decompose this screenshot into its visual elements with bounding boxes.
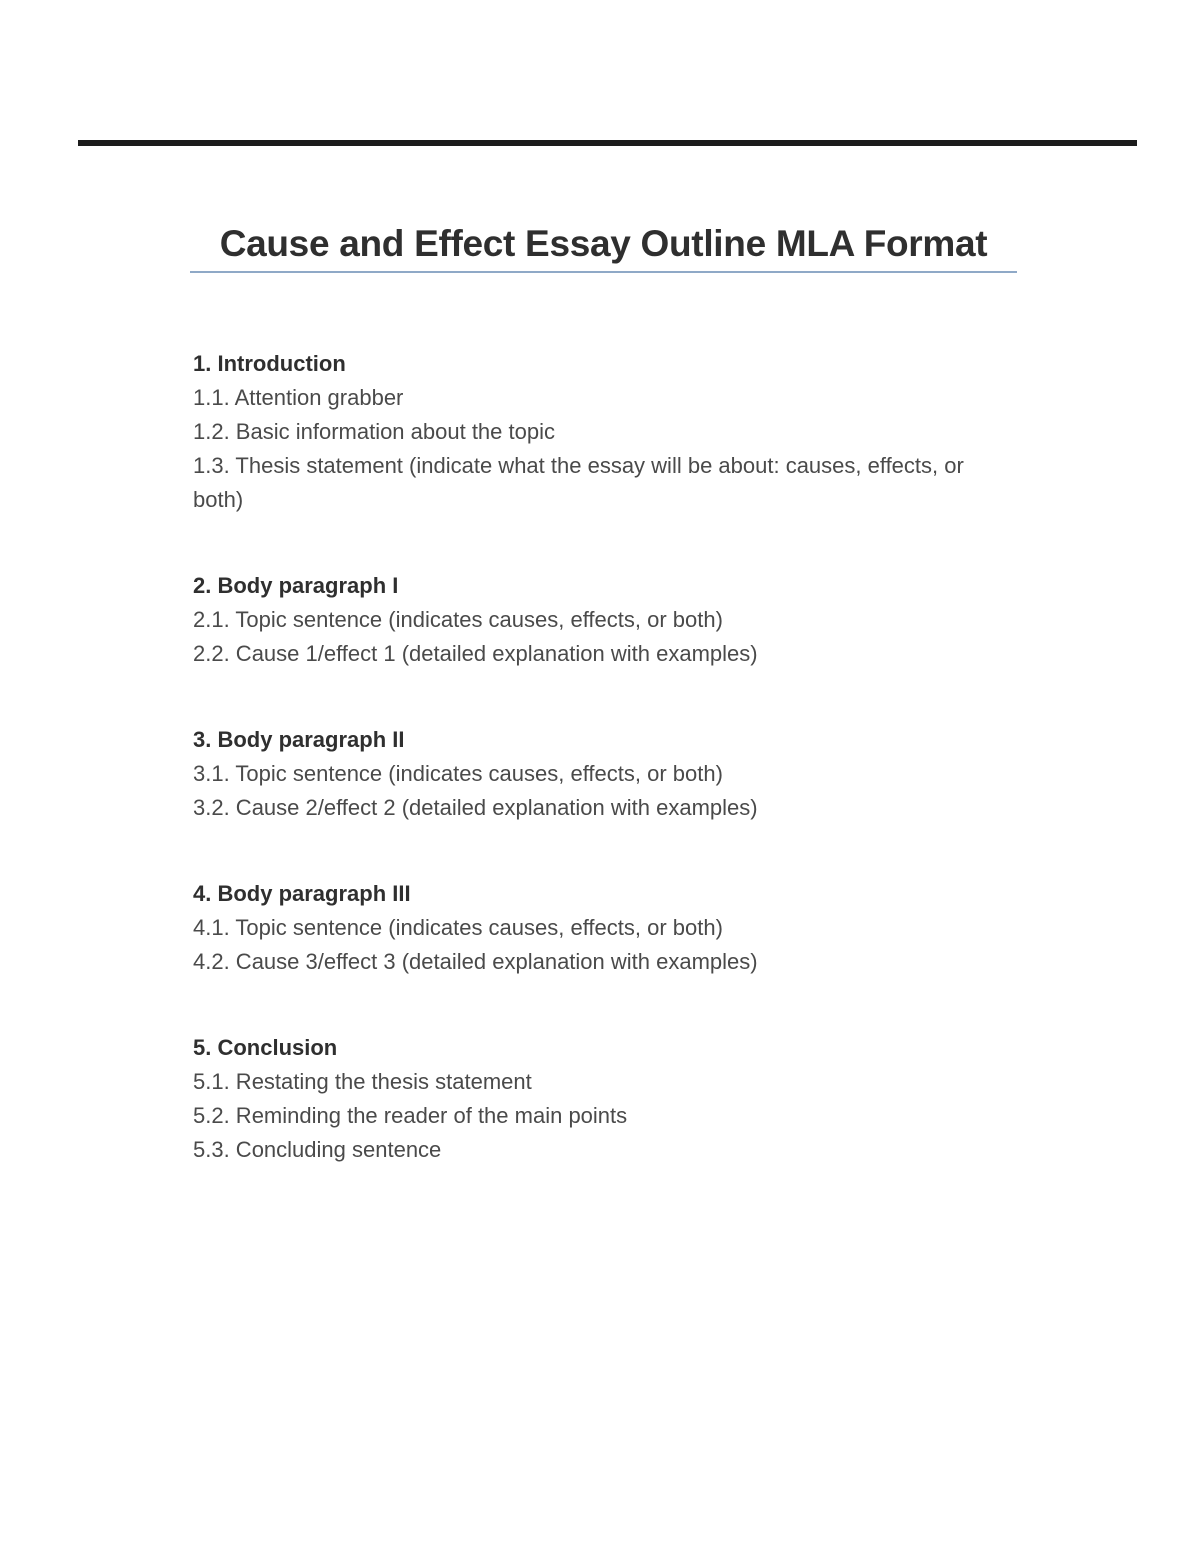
outline-section-conclusion xyxy=(193,1031,1013,1167)
outline-item: 1.3. Thesis statement (indicate what the essay will be about: causes, effects, or both) xyxy=(193,453,964,512)
section-heading: 5. Conclusion xyxy=(193,1035,338,1060)
outline-item: 5.1. Restating the thesis statement xyxy=(193,1069,532,1094)
outline-item: 1.1. Attention grabber xyxy=(193,385,404,410)
outline-item: 5.2. Reminding the reader of the main points xyxy=(193,1103,628,1128)
outline-item: 3.2. Cause 2/effect 2 (detailed explanation with examples) xyxy=(193,795,758,820)
outline-section-introduction xyxy=(193,347,1013,517)
outline-section-body-paragraph-3 xyxy=(193,877,1013,979)
top-divider xyxy=(78,140,1137,146)
essay-outline xyxy=(193,347,1013,1219)
section-heading: 2. Body paragraph I xyxy=(193,573,399,598)
outline-item: 2.1. Topic sentence (indicates causes, effects, or both) xyxy=(193,607,723,632)
outline-section-body-paragraph-1 xyxy=(193,569,1013,671)
outline-section-body-paragraph-2 xyxy=(193,723,1013,825)
outline-item: 4.1. Topic sentence (indicates causes, effects, or both) xyxy=(193,915,723,940)
outline-item: 5.3. Concluding sentence xyxy=(193,1137,442,1162)
section-heading: 1. Introduction xyxy=(193,351,346,376)
outline-item: 2.2. Cause 1/effect 1 (detailed explanation with examples) xyxy=(193,641,758,666)
outline-item: 1.2. Basic information about the topic xyxy=(193,419,555,444)
section-heading: 3. Body paragraph II xyxy=(193,727,405,752)
page-title: Cause and Effect Essay Outline MLA Format xyxy=(219,223,988,264)
section-heading: 4. Body paragraph III xyxy=(193,881,411,906)
outline-item: 3.1. Topic sentence (indicates causes, effects, or both) xyxy=(193,761,723,786)
title-underline xyxy=(190,271,1017,273)
outline-item: 4.2. Cause 3/effect 3 (detailed explanation with examples) xyxy=(193,949,758,974)
